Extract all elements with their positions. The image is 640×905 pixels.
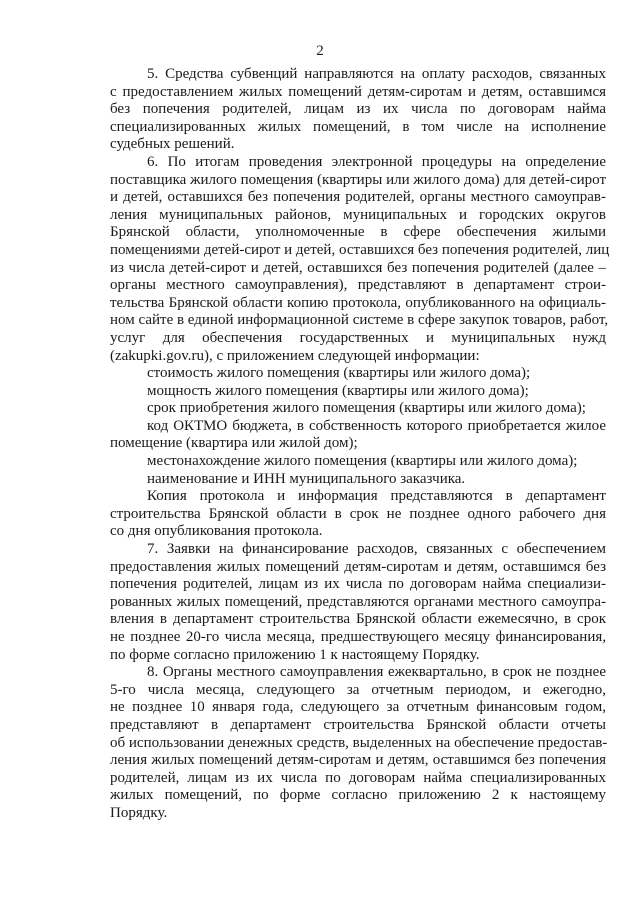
text-line: без попечения родителей, лицам из их числа по договорам найма [110,101,606,118]
text-line: ном сайте в единой информационной системе в сфере закупок товаров, работ, [110,312,609,329]
page-number: 2 [316,43,324,59]
text-line: 5. Средства субвенций направляются на оплату расходов, связанных [147,66,606,82]
text-line: (zakupki.gov.ru), с приложением следующей информации: [110,347,480,364]
text-line: специализированных жилых помещений, в том числе на исполнение [110,118,606,135]
text-line: 6. По итогам проведения электронной процедуры на определение [147,153,606,170]
text-line: со дня опубликования протокола. [110,523,323,540]
text-line: не позднее 20-го числа месяца, предшествующего месяцу финансирования, [110,629,606,645]
text-line: услуг для обеспечения государственных и муниципальных нужд [110,329,606,346]
text-line: Порядку. [110,804,168,821]
text-line: и детей, оставшихся без попечения родителей, органы местного самоуправ- [110,189,606,206]
text-line: органы местного самоуправления), представляют в департамент строи- [110,277,606,294]
text-line: об использовании денежных средств, выделенных на обеспечение предостав- [110,734,608,751]
document-body [110,66,610,823]
text-line: попечения родителей, лицам из их числа по договорам найма специализи- [110,576,606,593]
text-line: не позднее 10 января года, следующего за отчетным финансовым годом, [110,699,606,716]
text-line: жилых помещений, по форме согласно приложению 2 к настоящему [110,787,606,804]
text-line: судебных решений. [110,136,235,153]
text-line: Копия протокола и информация представляются в департамент [147,488,606,505]
text-line: поставщика жилого помещения (квартиры или жилого дома) для детей-сирот [110,171,606,188]
text-line: помещениями детей-сирот и детей, оставшихся без попечения родителей, лиц [110,241,610,258]
text-line: вления в департамент строительства Брянской области ежемесячно, в срок [110,611,606,628]
text-line: с предоставлением жилых помещений детям-сиротам и детям, оставшимся [110,83,606,100]
text-line: ления жилых помещений детям-сиротам и детям, оставшимся без попечения [110,752,606,769]
text-line: родителей, лицам из их числа по договорам найма специализированных [110,769,606,786]
text-line: 7. Заявки на финансирование расходов, связанных с обеспечением [147,541,606,558]
text-line: мощность жилого помещения (квартиры или жилого дома); [147,382,529,399]
text-line: ления муниципальных районов, муниципальных и городских округов [110,206,606,223]
text-line: строительства Брянской области в срок не позднее одного рабочего дня [110,505,606,522]
text-line: наименование и ИНН муниципального заказчика. [147,470,466,487]
text-line: по форме согласно приложению 1 к настоящему Порядку. [110,646,480,663]
text-line: Брянской области, уполномоченные в сфере обеспечения жилыми [110,224,606,241]
text-line: помещение (квартира или жилой дом); [110,435,358,452]
text-line: местонахождение жилого помещения (квартиры или жилого дома); [147,453,578,470]
text-line: из числа детей-сирот и детей, оставшихся без попечения родителей (далее – [110,259,606,276]
text-line: предоставления жилых помещений детям-сиротам и детям, оставшимся без [110,558,606,575]
text-line: 8. Органы местного самоуправления ежеквартально, в срок не позднее [147,664,606,681]
text-line: рованных жилых помещений, представляются органами местного самоупра- [110,593,606,610]
text-line: стоимость жилого помещения (квартиры или жилого дома); [147,365,531,382]
text-line: тельства Брянской области копию протокола, опубликованного на официаль- [110,294,606,311]
text-line: срок приобретения жилого помещения (квартиры или жилого дома); [147,400,586,417]
text-line: представляют в департамент строительства Брянской области отчеты [110,716,606,733]
text-line: код ОКТМО бюджета, в собственность которого приобретается жилое [147,417,606,434]
text-line: 5-го числа месяца, следующего за отчетным периодом, и ежегодно, [110,681,606,698]
